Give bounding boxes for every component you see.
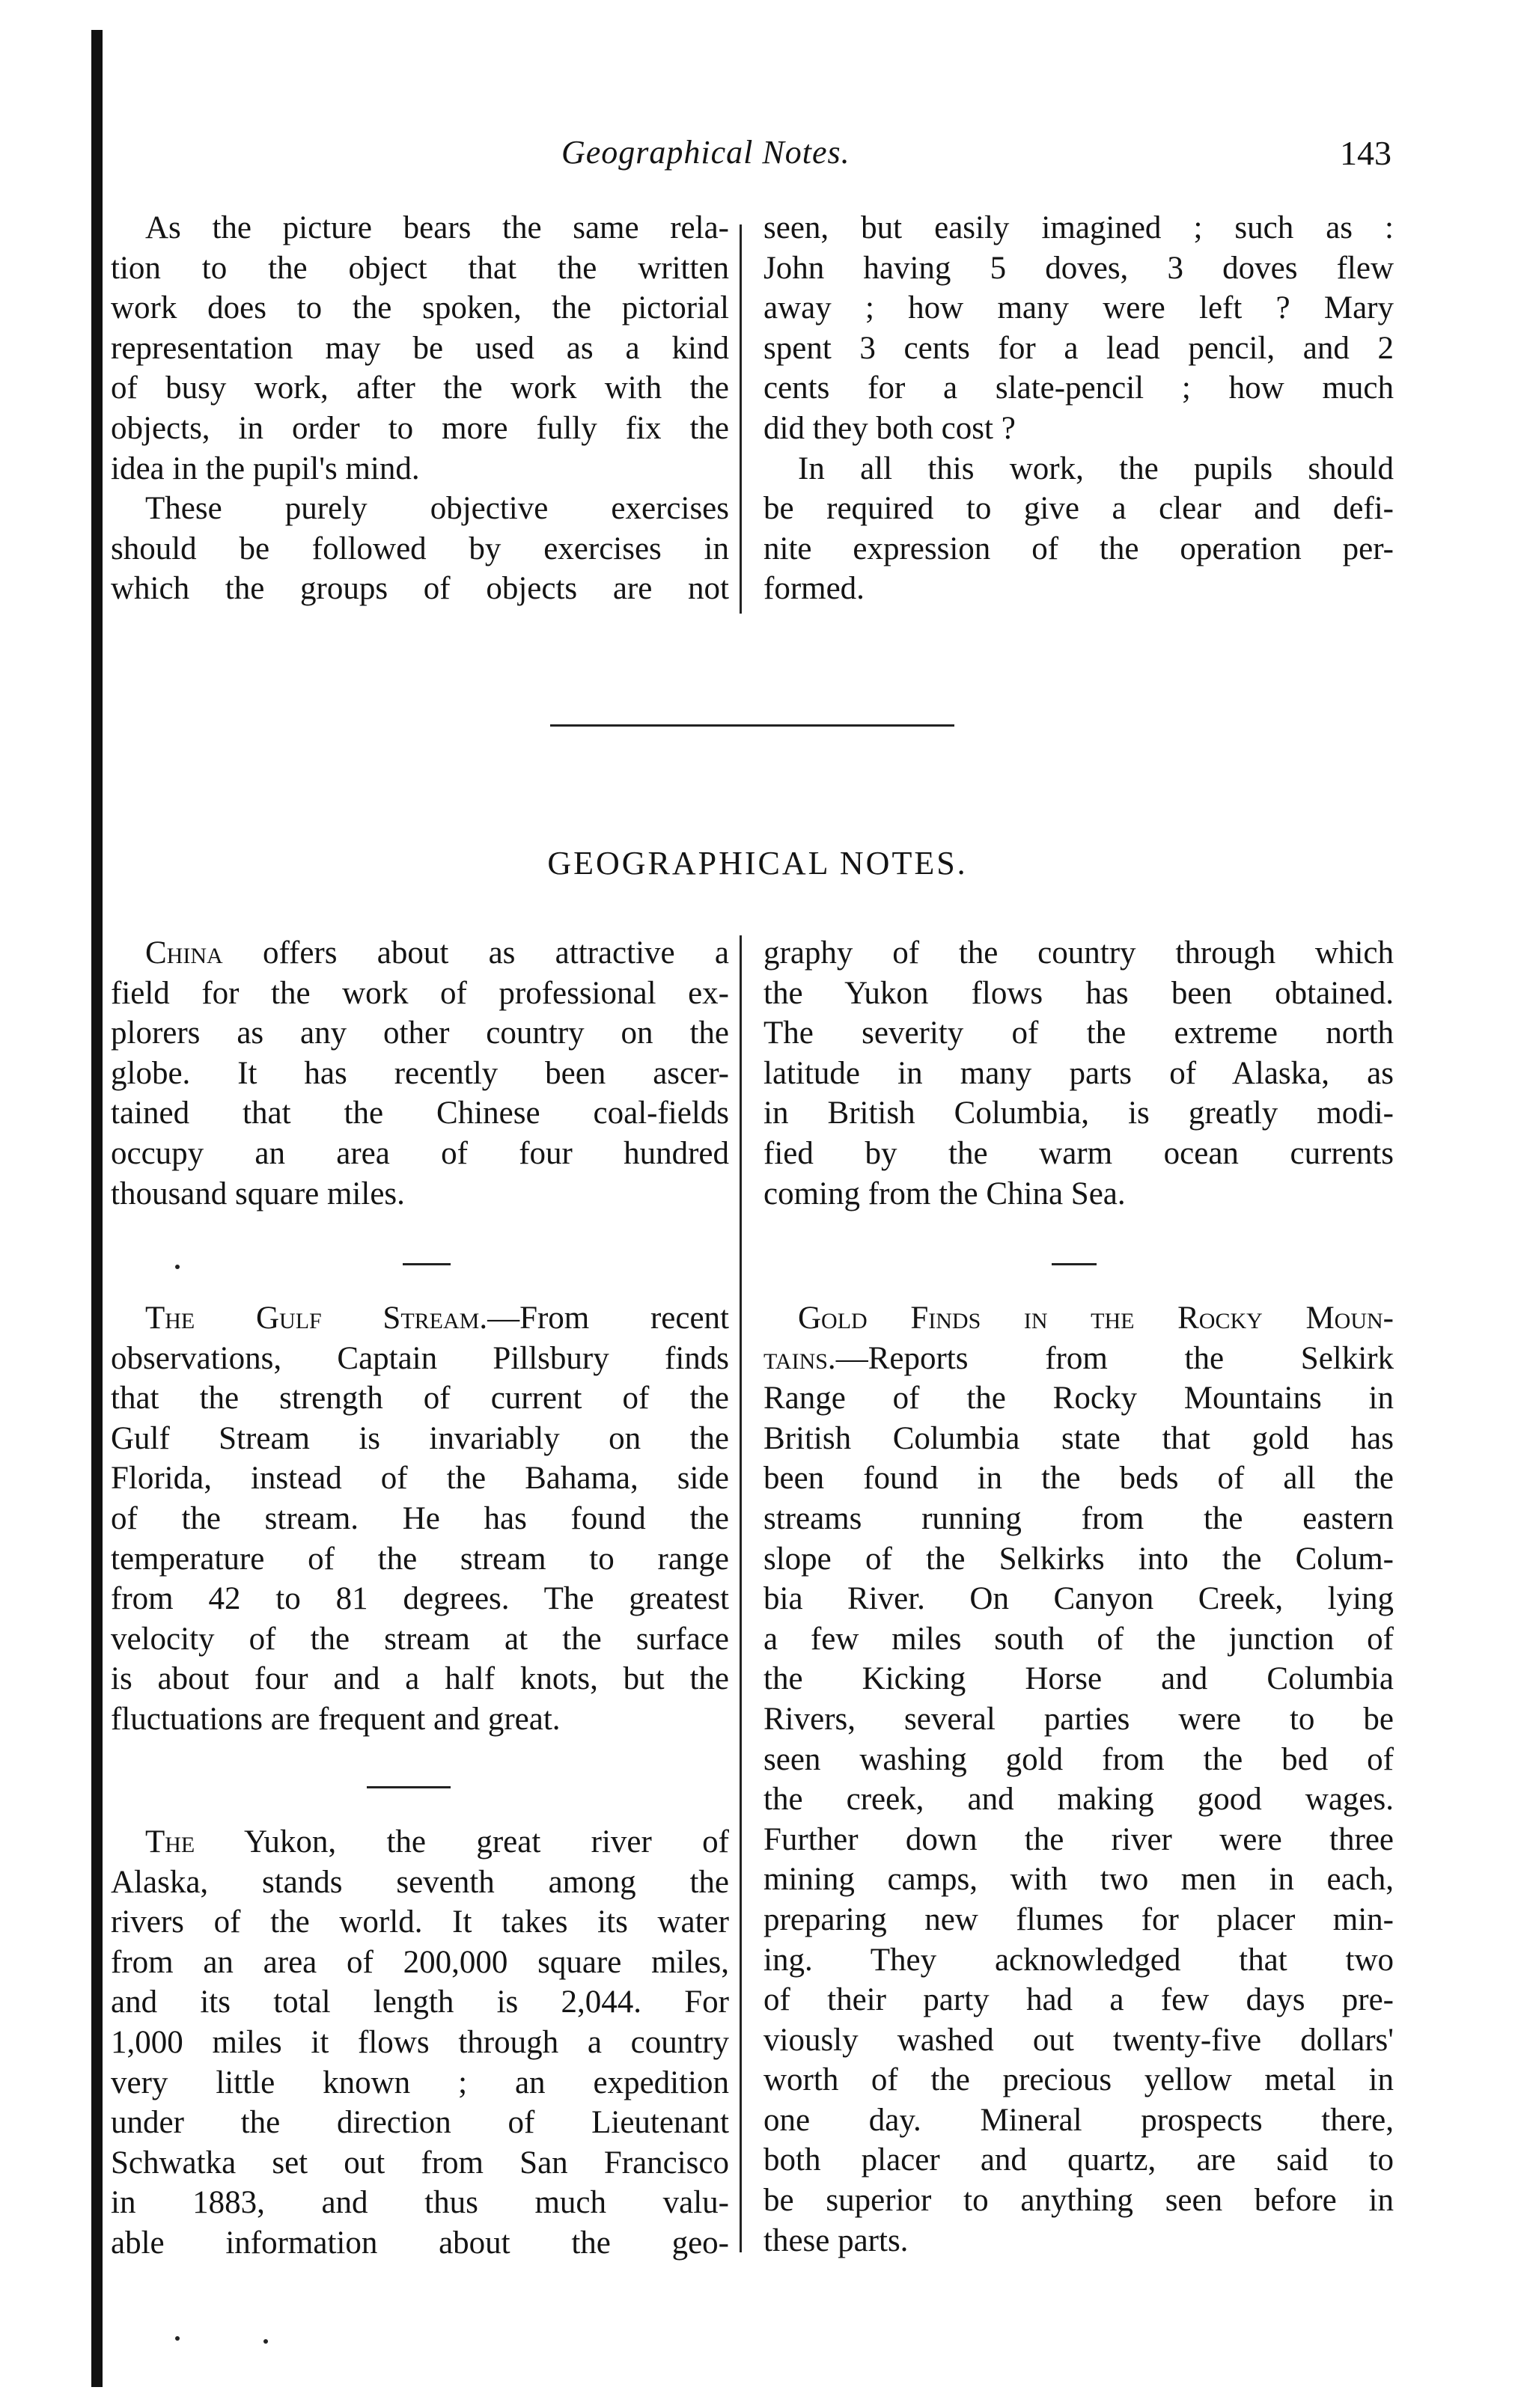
china-note <box>111 933 729 1214</box>
text-line: thousand square miles. <box>111 1176 405 1211</box>
print-speck <box>263 2339 268 2344</box>
yukon-continued <box>763 933 1394 1214</box>
text-line: work does to the spoken, the pictorial <box>111 290 729 326</box>
text-line: tains.—Reports from the Selkirk <box>763 1340 1394 1376</box>
text-line: of their party had a few days pre- <box>763 1982 1394 2018</box>
text-line: of the stream. He has found the <box>111 1500 729 1536</box>
page-number: 143 <box>1340 134 1391 172</box>
section-heading: GEOGRAPHICAL NOTES. <box>547 845 968 881</box>
text-line: very little known ; an expedition <box>111 2065 729 2100</box>
text-line: globe. It has recently been ascer- <box>111 1055 729 1091</box>
text-line: a few miles south of the junction of <box>763 1621 1394 1657</box>
text-line: streams running from the eastern <box>763 1500 1394 1536</box>
text-line: seen, but easily imagined ; such as : <box>763 210 1394 245</box>
text-line: mining camps, with two men in each, <box>763 1862 1394 1898</box>
text-line: did they both cost ? <box>763 410 1016 446</box>
text-line: In all this work, the pupils should <box>798 450 1394 486</box>
text-line: rivers of the world. It takes its water <box>111 1904 729 1940</box>
text-line: cents for a slate-pencil ; how much <box>763 370 1394 406</box>
text-line: Gulf Stream is invariably on the <box>111 1420 729 1456</box>
text-line: objects, in order to more fully fix the <box>111 410 729 446</box>
note-lead: Gold Finds in the Rocky Moun- <box>798 1301 1394 1336</box>
yukon-note <box>111 1822 729 2264</box>
print-speck <box>175 1265 180 1269</box>
text-line: able information about the geo- <box>111 2225 729 2261</box>
running-title: Geographical Notes. <box>561 134 850 171</box>
text-line: both placer and quartz, are said to <box>763 2142 1394 2178</box>
text-line: tion to the object that the written <box>111 250 729 286</box>
text-line: slope of the Selkirks into the Colum- <box>763 1541 1394 1577</box>
text-line: these parts. <box>763 2222 909 2258</box>
print-speck <box>175 2336 180 2341</box>
text-line: Range of the Rocky Mountains in <box>763 1381 1394 1417</box>
text-line: velocity of the stream at the surface <box>111 1621 729 1657</box>
text-line: British Columbia state that gold has <box>763 1420 1394 1456</box>
text-line: tained that the Chinese coal-fields <box>111 1095 729 1131</box>
note-separator <box>1052 1263 1097 1265</box>
top-right-column <box>763 208 1394 609</box>
text-line: one day. Mineral prospects there, <box>763 2102 1394 2138</box>
text-line: Further down the river were three <box>763 1821 1394 1857</box>
text-line: representation may be used as a kind <box>111 330 729 366</box>
text-line: graphy of the country through which <box>763 935 1394 971</box>
text-line: plorers as any other country on the <box>111 1015 729 1051</box>
text-line: worth of the precious yellow metal in <box>763 2062 1394 2098</box>
text-line: Alaska, stands seventh among the <box>111 1864 729 1900</box>
text-line: preparing new flumes for placer min- <box>763 1901 1394 1937</box>
text-line: that the strength of current of the <box>111 1381 729 1417</box>
text-line: in British Columbia, is greatly modi- <box>763 1095 1394 1131</box>
paragraph-seen <box>763 208 1394 449</box>
section-rule <box>550 724 954 727</box>
gold-finds-note <box>763 1298 1394 2261</box>
note-lead: China <box>145 935 223 971</box>
note-separator <box>367 1786 451 1788</box>
text-line: 1,000 miles it flows through a country <box>111 2024 729 2060</box>
text-line: from 42 to 81 degrees. The greatest <box>111 1581 729 1617</box>
text-line: field for the work of professional ex- <box>111 975 729 1011</box>
text-line: under the direction of Lieutenant <box>111 2105 729 2141</box>
note-lead: tains. <box>763 1340 836 1376</box>
text-line: and its total length is 2,044. For <box>111 1984 729 2020</box>
text-line: These purely objective exercises <box>145 491 729 527</box>
text-line: ing. They acknowledged that two <box>763 1942 1394 1978</box>
text-line: from an area of 200,000 square miles, <box>111 1944 729 1980</box>
text-line: of busy work, after the work with the <box>111 370 729 406</box>
text-line: fied by the warm ocean currents <box>763 1135 1394 1171</box>
margin-rule <box>91 30 103 2387</box>
text-line: seen washing gold from the bed of <box>763 1741 1394 1777</box>
note-separator <box>403 1263 451 1265</box>
text-line: Rivers, several parties were to be <box>763 1701 1394 1737</box>
note-lead: The <box>145 1824 195 1860</box>
paragraph-picture <box>111 208 729 489</box>
text-line: the Yukon flows has been obtained. <box>763 975 1394 1011</box>
text-line: is about four and a half knots, but the <box>111 1661 729 1697</box>
text-line: The severity of the extreme north <box>763 1015 1394 1051</box>
text-line: in 1883, and thus much valu- <box>111 2185 729 2221</box>
text-line <box>763 1298 1394 1339</box>
text-line: away ; how many were left ? Mary <box>763 290 1394 326</box>
column-divider <box>740 224 742 614</box>
note-lead: The Gulf Stream. <box>145 1301 488 1336</box>
text-line: Schwatka set out from San Francisco <box>111 2145 729 2181</box>
text-line: which the groups of objects are not <box>111 571 729 607</box>
text-line: been found in the beds of all the <box>763 1461 1394 1497</box>
text-line: observations, Captain Pillsbury finds <box>111 1340 729 1376</box>
text-line: fluctuations are frequent and great. <box>111 1701 561 1737</box>
text-line: The Yukon, the great river of <box>145 1824 729 1860</box>
text-line: the creek, and making good wages. <box>763 1782 1394 1818</box>
paragraph-objective <box>111 489 729 609</box>
paragraph-all-this-work <box>763 449 1394 609</box>
text-line: be required to give a clear and defi- <box>763 491 1394 527</box>
text-line: latitude in many parts of Alaska, as <box>763 1055 1394 1091</box>
text-line: temperature of the stream to range <box>111 1541 729 1577</box>
text-line: spent 3 cents for a lead pencil, and 2 <box>763 330 1394 366</box>
text-line: China offers about as attractive a <box>145 935 729 971</box>
text-line: The Gulf Stream.—From recent <box>145 1301 729 1336</box>
text-line: coming from the China Sea. <box>763 1176 1126 1211</box>
text-line: Florida, instead of the Bahama, side <box>111 1461 729 1497</box>
text-line: idea in the pupil's mind. <box>111 450 420 486</box>
text-line: formed. <box>763 571 865 607</box>
text-line: be superior to anything seen before in <box>763 2183 1394 2219</box>
text-line: bia River. On Canyon Creek, lying <box>763 1581 1394 1617</box>
text-line: should be followed by exercises in <box>111 531 729 566</box>
text-line: John having 5 doves, 3 doves flew <box>763 250 1394 286</box>
text-line: As the picture bears the same rela- <box>145 210 729 245</box>
text-line: occupy an area of four hundred <box>111 1135 729 1171</box>
column-divider <box>740 935 742 2252</box>
running-head <box>0 133 1515 186</box>
text-line: the Kicking Horse and Columbia <box>763 1661 1394 1697</box>
text-line: viously washed out twenty-five dollars' <box>763 2022 1394 2058</box>
text-line: nite expression of the operation per- <box>763 531 1394 566</box>
gulf-stream-note <box>111 1298 729 1740</box>
top-left-column <box>111 208 729 609</box>
